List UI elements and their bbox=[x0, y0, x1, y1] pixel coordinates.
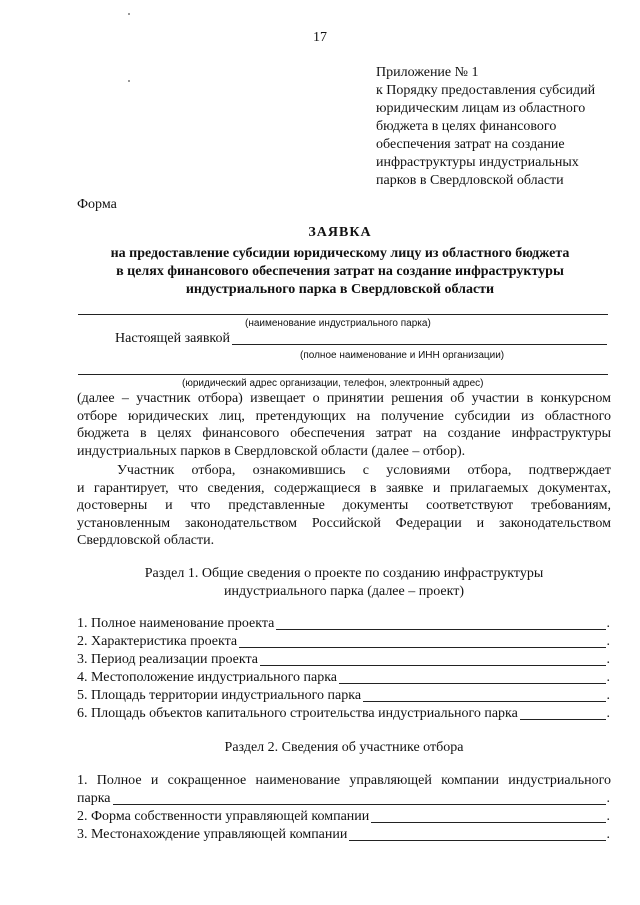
section1-item-2 bbox=[77, 634, 610, 650]
appendix-line: обеспечения затрат на создание bbox=[376, 137, 565, 152]
appendix-line: к Порядку предоставления субсидий bbox=[376, 83, 596, 98]
section2-item-1 bbox=[77, 772, 611, 790]
park-name-field[interactable] bbox=[78, 314, 608, 315]
section1-item-1 bbox=[77, 616, 610, 632]
section1-item-3 bbox=[77, 652, 610, 668]
appendix-line: парков в Свердловской области bbox=[376, 173, 564, 188]
appendix-note bbox=[376, 64, 626, 190]
park-location-field[interactable] bbox=[339, 671, 605, 684]
section2-item-1-continued bbox=[77, 791, 610, 807]
item-label: 1. Полное наименование проекта bbox=[77, 616, 275, 631]
project-name-field[interactable] bbox=[276, 617, 605, 630]
organization-field[interactable] bbox=[232, 332, 607, 345]
title-line: индустриального парка в Свердловской области bbox=[185, 282, 495, 297]
project-period-field[interactable] bbox=[260, 653, 606, 666]
section1-item-6 bbox=[77, 706, 610, 722]
section1-title: индустриального парка (далее – проект) bbox=[223, 584, 465, 599]
section2-item-3 bbox=[77, 827, 610, 843]
address-caption: (юридический адрес организации, телефон, электронный адрес) bbox=[182, 378, 484, 389]
section1-title: Раздел 1. Общие сведения о проекте по созданию инфраструктуры bbox=[144, 566, 544, 581]
document-title: ЗАЯВКА bbox=[308, 225, 372, 240]
paragraph-line: и гарантирует, что сведения, содержащиеся в заявке и прилагаемых документах, bbox=[77, 480, 611, 496]
item-label: 3. Период реализации проекта bbox=[77, 652, 258, 667]
item-label: 3. Местонахождение управляющей компании bbox=[77, 827, 348, 842]
line-end: . bbox=[606, 670, 610, 685]
item-label: 1. Полное и сокращенное наименование управляющей компании индустриального bbox=[77, 773, 611, 788]
line-end: . bbox=[606, 634, 610, 649]
address-field[interactable] bbox=[78, 374, 608, 375]
item-label: 6. Площадь объектов капитального строительства индустриального парка bbox=[77, 706, 518, 721]
ownership-form-field[interactable] bbox=[371, 810, 605, 823]
appendix-line: инфраструктуры индустриальных bbox=[376, 155, 579, 170]
company-name-field[interactable] bbox=[113, 792, 606, 805]
paragraph-line: установленным законодательством Российской Федерации и законодательством bbox=[77, 515, 611, 531]
item-label: 5. Площадь территории индустриального парка bbox=[77, 688, 362, 703]
capital-objects-area-field[interactable] bbox=[520, 707, 606, 720]
page-number: 17 bbox=[313, 30, 327, 45]
line-end: . bbox=[606, 616, 610, 631]
scan-dot bbox=[128, 80, 130, 82]
line-end: . bbox=[606, 652, 610, 667]
declaration-label: Настоящей заявкой bbox=[115, 331, 231, 346]
line-end: . bbox=[606, 827, 610, 842]
appendix-line: юридическим лицам из областного bbox=[376, 101, 586, 116]
form-label: Форма bbox=[77, 197, 117, 212]
section2-item-2 bbox=[77, 809, 610, 825]
line-end: . bbox=[606, 791, 610, 806]
item-label: 4. Местоположение индустриального парка bbox=[77, 670, 338, 685]
paragraph-line: бюджета в целях финансового обеспечения затрат на создание инфраструктуры bbox=[77, 426, 611, 441]
section2-title: Раздел 2. Сведения об участнике отбора bbox=[224, 740, 464, 755]
organization-caption: (полное наименование и ИНН организации) bbox=[300, 350, 505, 361]
paragraph-line: отборе юридических лиц, претендующих на получение субсидии из областного bbox=[77, 408, 611, 424]
line-end: . bbox=[606, 688, 610, 703]
title-line: на предоставление субсидии юридическому лицу из областного бюджета bbox=[110, 246, 570, 261]
section1-item-5 bbox=[77, 688, 610, 704]
item-label: 2. Форма собственности управляющей компании bbox=[77, 809, 370, 824]
paragraph-guarantee bbox=[77, 462, 611, 550]
title-line: в целях финансового обеспечения затрат на создание инфраструктуры bbox=[116, 264, 564, 279]
line-end: . bbox=[606, 706, 610, 721]
paragraph-participant bbox=[77, 390, 611, 460]
item-label: 2. Характеристика проекта bbox=[77, 634, 238, 649]
paragraph-line: достоверны и что представленные документы соответствуют требованиям, bbox=[77, 498, 611, 513]
company-location-field[interactable] bbox=[349, 828, 605, 841]
section1-item-4 bbox=[77, 670, 610, 686]
paragraph-line: (далее – участник отбора) извещает о принятии решения об участии в конкурсном bbox=[77, 391, 611, 406]
appendix-line: Приложение № 1 bbox=[376, 65, 479, 80]
declaration-row bbox=[115, 331, 608, 347]
park-area-field[interactable] bbox=[363, 689, 605, 702]
project-characteristic-field[interactable] bbox=[239, 635, 605, 648]
paragraph-line: индустриальных парков в Свердловской области (далее – отбор). bbox=[77, 443, 466, 459]
appendix-line: бюджета в целях финансового bbox=[376, 119, 557, 134]
line-end: . bbox=[606, 809, 610, 824]
paragraph-line: Участник отбора, ознакомившись с условиями отбора, подтверждает bbox=[117, 463, 611, 478]
park-name-caption: (наименование индустриального парка) bbox=[245, 318, 431, 329]
item-label: парка bbox=[77, 791, 111, 806]
scan-dot bbox=[128, 13, 130, 15]
paragraph-line: Свердловской области. bbox=[77, 533, 215, 548]
